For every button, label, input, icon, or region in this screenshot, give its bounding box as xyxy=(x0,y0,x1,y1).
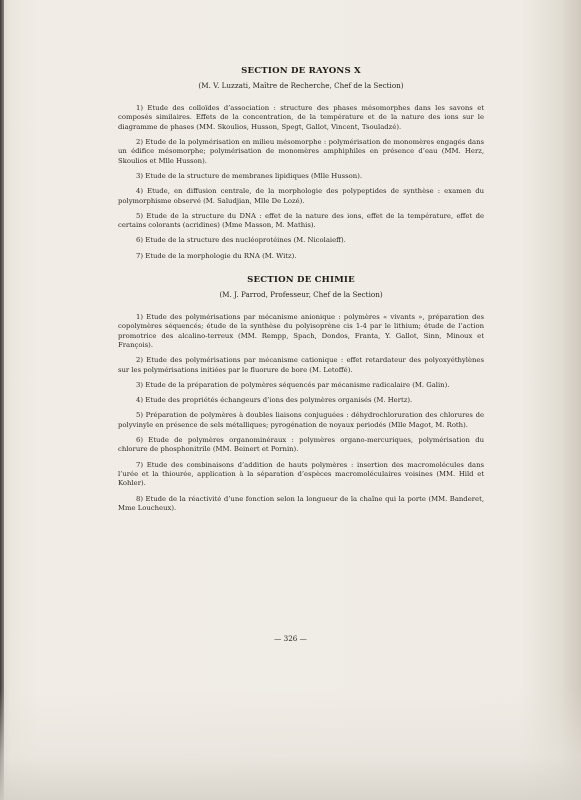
list-item: 7) Etude des combinaisons d’addition de hauts polymères : insertion des macromolécules dans l’urée et la thiourée, application à la séparation d’espèces macromoléculaires voisines (MM. Hild et Kohler). xyxy=(118,460,484,488)
list-item: 4) Etude des propriétés échangeurs d’ions des polymères organisés (M. Hertz). xyxy=(136,396,413,405)
list-item: 7) Etude de la morphologie du RNA (M. Witz). xyxy=(136,251,297,260)
section-rayons-x xyxy=(118,66,484,261)
section-spacer xyxy=(118,267,484,275)
list-item: 5) Préparation de polymères à doubles liaisons conjuguées : déhydrochloruration des chlorures de polyvinyle en présence de sels métalliques; pyrogénation de noyaux periodés (Mlle Magot, M. Roth). xyxy=(118,411,484,429)
list-item: 1) Etude des polymérisations par mécanisme anionique : polymères « vivants », préparation des copolymères séquencés; étude de la synthèse du polyisoprène cis 1-4 par le lithium; étude de l’action promotrice des alcalino-terreux (MM. Rempp, Spach, Dondos, Franta, Y. Gallot, Sinn, Minoux et François). xyxy=(118,312,484,350)
list-item: 6) Etude de polymères organominéraux : polymères organo-mercuriques, polymérisation du chlorure de phosphonitrile (MM. Beinert et Pornin). xyxy=(118,435,484,454)
section-title: SECTION DE CHIMIE xyxy=(247,274,355,285)
list-item: 3) Etude de la préparation de polymères séquencés par mécanisme radicalaire (M. Galin). xyxy=(136,380,450,389)
list-item: 6) Etude de la structure des nucléoprotéines (M. Nicolaieff). xyxy=(136,236,346,245)
page-number: — 326 — xyxy=(274,634,307,643)
page-edge-shadow xyxy=(0,0,4,800)
section-chimie xyxy=(118,275,484,513)
list-item: 2) Etude des polymérisations par mécanisme cationique : effet retardateur des polyoxyéthylènes sur les polymérisations initiées par le fluorure de bore (M. Letoffé). xyxy=(118,356,484,374)
section-subtitle: (M. J. Parrod, Professeur, Chef de la Section) xyxy=(219,289,383,299)
list-item: 4) Etude, en diffusion centrale, de la morphologie des polypeptides de synthèse : examen du polymorphisme observé (M. Saludjian, Mlle De Lozé). xyxy=(118,187,484,205)
list-item: 1) Etude des colloïdes d’association : structure des phases mésomorphes dans les savons et composés similaires. Effets de la concentration, de la température et de la nature des ions sur le diagramme de phases (MM. Skoulios, Husson, Spegt, Gallot, Vincent, Tsouladzé). xyxy=(118,104,484,131)
list-item: 5) Etude de la structure du DNA : effet de la nature des ions, effet de la température, effet de certains colorants (acridines) (Mme Masson, M. Mathis). xyxy=(118,211,484,230)
section-title: SECTION DE RAYONS X xyxy=(241,66,361,76)
page-content xyxy=(118,66,484,519)
list-item: 2) Etude de la polymérisation en milieu mésomorphe : polymérisation de monomères engagés dans un édifice mésomorphe; polymérisation de monomères amphiphiles en présence d’eau (MM. Herz, Skoulios et Mlle Husson). xyxy=(118,138,484,165)
page-bottom-shade xyxy=(0,690,581,800)
section-subtitle: (M. V. Luzzati, Maître de Recherche, Chef de la Section) xyxy=(198,81,404,90)
list-item: 8) Etude de la réactivité d’une fonction selon la longueur de la chaîne qui la porte (MM. Banderet, Mme Loucheux). xyxy=(118,494,484,512)
list-item: 3) Etude de la structure de membranes lipidiques (Mlle Husson). xyxy=(136,172,363,181)
